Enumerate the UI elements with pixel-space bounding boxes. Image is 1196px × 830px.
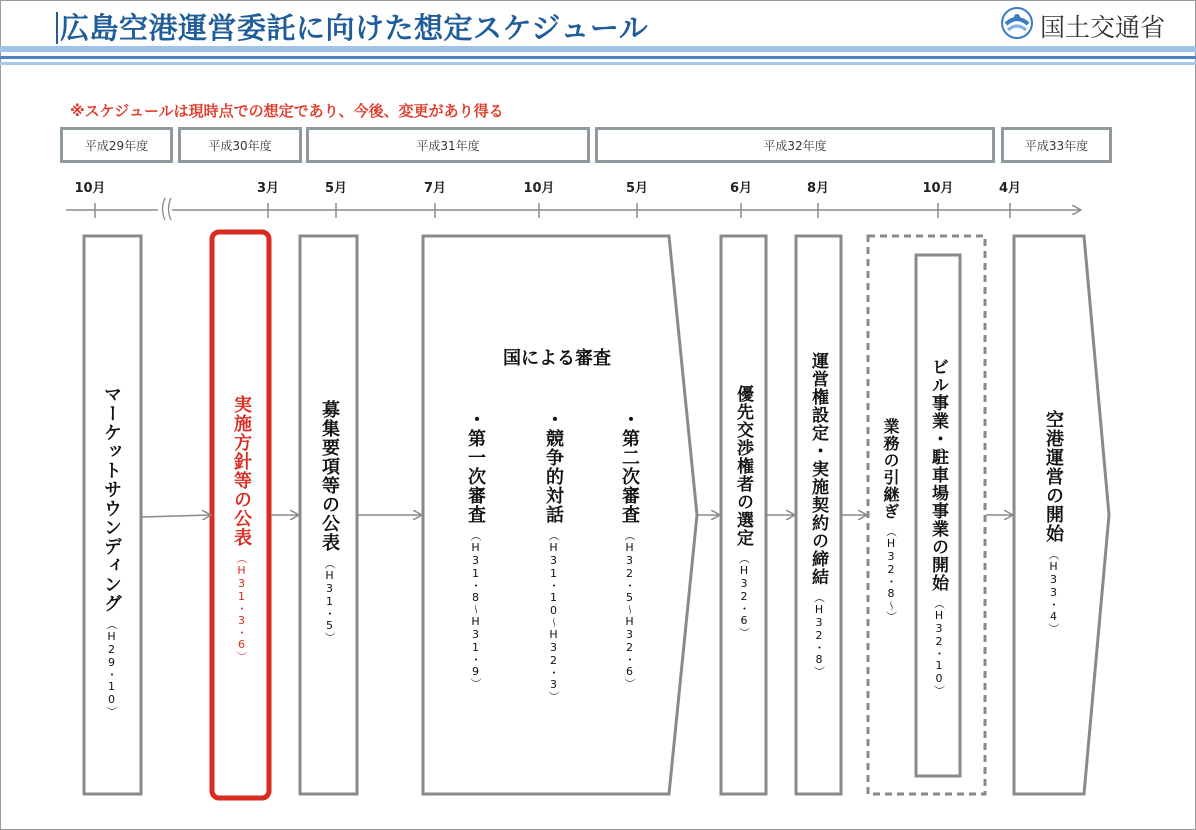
month-label: 10月 bbox=[922, 181, 954, 196]
review-item-label: ・第二次審査 bbox=[619, 410, 640, 524]
review-title: 国による審査 bbox=[503, 348, 611, 369]
step-date: （H33・4） bbox=[1047, 549, 1060, 634]
month-label: 6月 bbox=[729, 181, 753, 196]
step-date: （H32・8） bbox=[812, 592, 826, 677]
era-h29: 平成29年度 bbox=[60, 127, 173, 163]
step-title: 空港運営の開始 bbox=[1043, 410, 1064, 543]
step-title: 運営権設定・実施契約の締結 bbox=[808, 352, 828, 586]
page-title: 広島空港運営委託に向けた想定スケジュール bbox=[60, 11, 649, 45]
review-item-second bbox=[616, 410, 642, 689]
step-date: （H32・10） bbox=[932, 598, 946, 696]
month-label: 8月 bbox=[806, 181, 830, 196]
review-item-date: （H31・8〜H31・9） bbox=[469, 530, 482, 689]
review-item-date: （H32・5〜H32・6） bbox=[623, 530, 636, 689]
step-date: （H32・6） bbox=[737, 553, 751, 638]
step-title: マーケットサウンディング bbox=[101, 385, 122, 613]
month-label: 10月 bbox=[523, 181, 555, 196]
review-item-label: ・競争的対話 bbox=[543, 410, 564, 524]
step-title: 業務の引継ぎ bbox=[881, 418, 900, 520]
step-title: 優先交渉権者の選定 bbox=[733, 385, 753, 547]
step-building bbox=[926, 358, 951, 696]
step-title: ビル事業・駐車場事業の開始 bbox=[928, 358, 948, 592]
era-h33: 平成33年度 bbox=[1001, 127, 1112, 163]
timeline-axis bbox=[66, 198, 1080, 220]
step-date: （H31・5） bbox=[323, 558, 336, 643]
review-item-first bbox=[462, 410, 488, 689]
step-date: （H32・8〜） bbox=[884, 526, 898, 622]
month-label: 5月 bbox=[324, 181, 348, 196]
era-h31: 平成31年度 bbox=[306, 127, 590, 163]
step-title: 実施方針等の公表 bbox=[231, 395, 252, 547]
month-label: 10月 bbox=[74, 181, 106, 196]
era-h30: 平成30年度 bbox=[178, 127, 302, 163]
step-date: （H31・3・6） bbox=[235, 553, 248, 662]
review-item-dialogue bbox=[540, 410, 566, 702]
logo-text: 国土交通省 bbox=[1040, 13, 1166, 42]
era-h32: 平成32年度 bbox=[595, 127, 995, 163]
step-policy bbox=[228, 395, 254, 662]
schedule-note: ※スケジュールは現時点での想定であり、今後、変更があり得る bbox=[70, 102, 504, 120]
step-priority bbox=[731, 385, 756, 638]
step-contract bbox=[806, 352, 831, 677]
review-item-date: （H31・10〜H32・3） bbox=[547, 530, 560, 702]
month-label: 5月 bbox=[625, 181, 649, 196]
month-label: 7月 bbox=[423, 181, 447, 196]
month-label: 4月 bbox=[998, 181, 1022, 196]
step-market-sounding bbox=[98, 385, 124, 717]
review-item-label: ・第一次審査 bbox=[465, 410, 486, 524]
step-airport-start bbox=[1040, 410, 1066, 634]
step-handover bbox=[879, 418, 902, 622]
month-label: 3月 bbox=[256, 181, 280, 196]
step-date: （H29・10） bbox=[105, 619, 118, 717]
step-title: 募集要項等の公表 bbox=[319, 400, 340, 552]
step-recruit bbox=[316, 400, 342, 643]
